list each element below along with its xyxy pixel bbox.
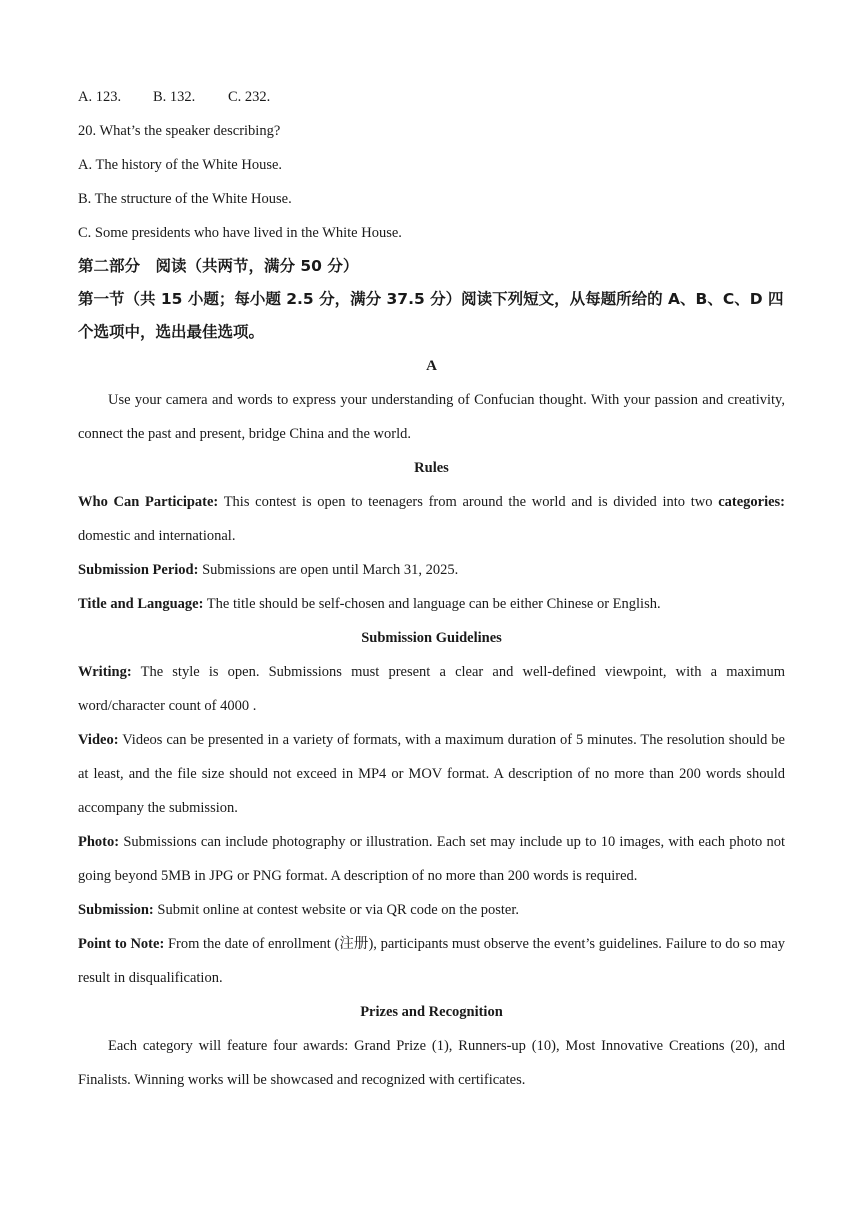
rule-participate-text: This contest is open to teenagers from around the world and is divided into two [218,494,719,510]
rule-period [78,553,785,587]
part2-title: 第二部分 阅读（共两节，满分 50 分） [78,257,359,275]
guideline-note [78,927,785,995]
guideline-video-label: Video: [78,732,119,748]
guideline-submission [78,893,785,927]
rules-heading: Rules [414,460,449,476]
guideline-note-label: Point to Note: [78,936,165,952]
guideline-photo-text: Submissions can include photography or illustration. Each set may include up to 10 images, with each photo not going beyond 5MB in JPG or PNG format. A description of no more than 200 words is required. [78,834,785,884]
q20-question: 20. What’s the speaker describing? [78,123,281,139]
rule-title-label: Title and Language: [78,596,204,612]
guideline-note-text: From the date of enrollment (注册), participants must observe the event’s guidelines. Failure to do so may result in disqualification. [78,936,786,986]
q19-option-b: B. 132. [153,89,196,105]
rule-participate [78,485,785,553]
section1-instruction: 第一节（共 15 小题；每小题 2.5 分，满分 37.5 分）阅读下列短文，从每题所给的 A、B、C、D 四个选项中，选出最佳选项。 [78,290,784,341]
guideline-photo [78,825,785,893]
rule-period-label: Submission Period: [78,562,199,578]
rule-participate-end: domestic and international. [78,528,236,544]
guideline-photo-label: Photo: [78,834,120,850]
passage-intro: Use your camera and words to express your understanding of Confucian thought. With your passion and creativity, connect the past and present, bridge China and the world. [78,392,785,442]
guideline-video-text: Videos can be presented in a variety of formats, with a maximum duration of 5 minutes. The resolution should be at least, and the file size should not exceed in MP4 or MOV format. A description of no more than 200 words should accompany the submission. [78,732,785,816]
document-page [78,80,785,1097]
q19-option-a: A. 123. [78,89,122,105]
prizes-text: Each category will feature four awards: Grand Prize (1), Runners-up (10), Most Innovative Creations (20), and Finalists. Winning works will be showcased and recognized with certificates. [78,1038,785,1088]
rule-title-text: The title should be self-chosen and language can be either Chinese or English. [203,596,661,612]
rule-participate-label: Who Can Participate: [78,494,219,510]
guideline-writing-label: Writing: [78,664,132,680]
q20-option-c: C. Some presidents who have lived in the White House. [78,225,402,241]
guideline-writing [78,655,785,723]
q19-option-c: C. 232. [228,89,271,105]
passage-letter: A [426,358,437,374]
q19-options [78,80,785,114]
q20-option-a: A. The history of the White House. [78,157,283,173]
guidelines-heading: Submission Guidelines [361,630,502,646]
guideline-writing-text: The style is open. Submissions must present a clear and well-defined viewpoint, with a maximum word/character count of 4000 . [78,664,785,714]
rule-period-text: Submissions are open until March 31, 2025. [198,562,459,578]
guideline-submission-label: Submission: [78,902,154,918]
q20-option-b: B. The structure of the White House. [78,191,292,207]
guideline-video [78,723,785,825]
rule-title-language [78,587,785,621]
guideline-submission-text: Submit online at contest website or via QR code on the poster. [153,902,520,918]
prizes-heading: Prizes and Recognition [360,1004,503,1020]
rule-participate-bold: categories: [718,494,786,510]
